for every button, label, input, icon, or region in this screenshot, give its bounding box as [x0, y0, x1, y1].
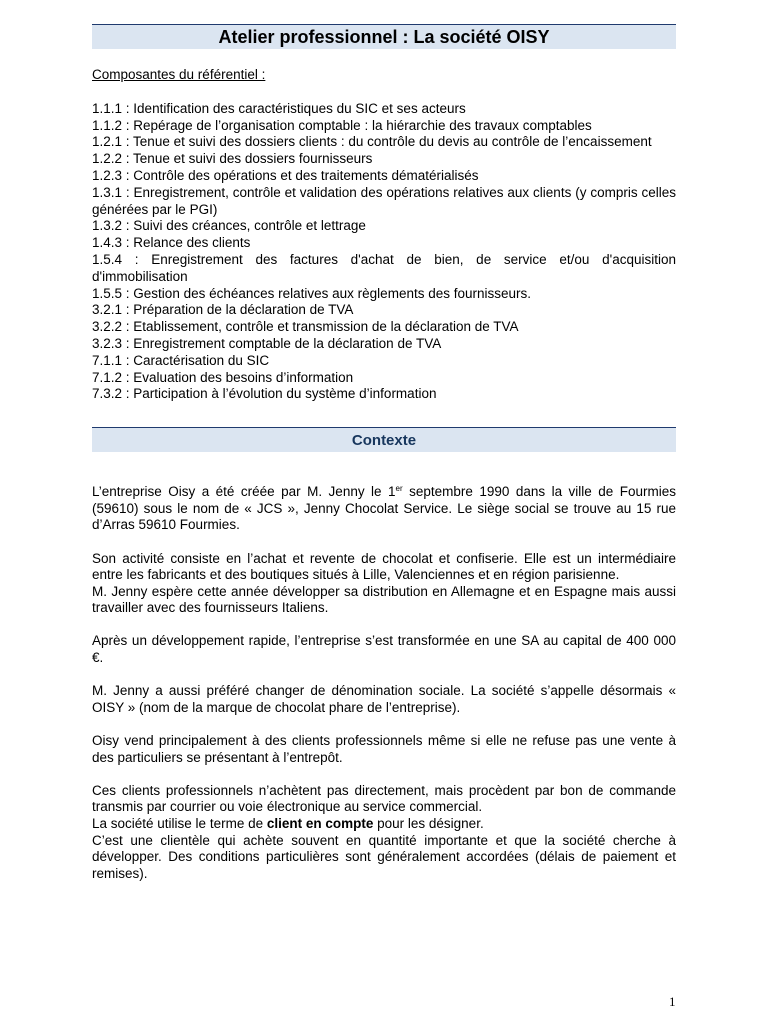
item-code: 1.5.4 — [92, 251, 123, 267]
bold-term: client en compte — [266, 816, 374, 832]
contexte-paragraph-4: M. Jenny a aussi préféré changer de dénomination sociale. La société s’appelle désormais « OISY » (nom de la marque de chocolat phare de l’entreprise). — [92, 683, 676, 715]
list-item: 1.2.1 : Tenue et suivi des dossiers clients : du contrôle du devis au contrôle de l’encaissement — [92, 134, 652, 150]
item-text: Tenue et suivi des dossiers fournisseurs — [133, 151, 373, 167]
item-code: 1.4.3 — [92, 235, 123, 251]
item-text: Préparation de la déclaration de TVA — [133, 302, 354, 318]
item-code: 1.2.1 — [92, 134, 123, 150]
item-text: Relance des clients — [133, 235, 251, 251]
ordinal-superscript: er — [395, 484, 403, 494]
list-item: 1.5.4 : Enregistrement des factures d'achat de bien, de service et/ou d'acquisition d'immobilisation — [92, 251, 676, 284]
item-code: 7.1.1 — [92, 352, 123, 368]
referentiel-list — [92, 101, 676, 403]
list-item: 1.5.5 : Gestion des échéances relatives aux règlements des fournisseurs. — [92, 285, 532, 301]
list-item: 7.1.2 : Evaluation des besoins d’information — [92, 369, 354, 385]
item-text: Etablissement, contrôle et transmission de la déclaration de TVA — [133, 319, 519, 335]
list-item: 3.2.2 : Etablissement, contrôle et transmission de la déclaration de TVA — [92, 319, 519, 335]
contexte-paragraph-1 — [92, 484, 676, 534]
item-code: 7.3.2 — [92, 386, 123, 402]
list-item: 1.3.1 : Enregistrement, contrôle et validation des opérations relatives aux clients (y compris celles générées par le PGI) — [92, 184, 676, 217]
item-code: 3.2.2 — [92, 319, 123, 335]
paragraph-line: Son activité consiste en l’achat et revente de chocolat et confiserie. Elle est un intermédiaire entre les fabricants et des boutiques situés à Lille, Valenciennes et en région parisienne. — [92, 550, 676, 583]
list-item: 7.3.2 : Participation à l’évolution du système d’information — [92, 386, 437, 402]
item-text: Suivi des créances, contrôle et lettrage — [133, 218, 366, 234]
page-number: 1 — [669, 994, 676, 1009]
item-text: Identification des caractéristiques du SIC et ses acteurs — [133, 100, 466, 116]
paragraph-text: L’entreprise Oisy a été créée par M. Jenny le 1 — [92, 484, 396, 500]
paragraph-text: pour les désigner. — [373, 816, 484, 832]
referentiel-heading: Composantes du référentiel : — [92, 67, 266, 82]
page-title: Atelier professionnel : La société OISY — [92, 24, 676, 49]
paragraph-line: M. Jenny espère cette année développer sa distribution en Allemagne et en Espagne mais aussi travailler avec des fournisseurs Italiens. — [92, 583, 676, 616]
item-text: Enregistrement comptable de la déclaration de TVA — [133, 335, 442, 351]
paragraph-line: Ces clients professionnels n’achètent pas directement, mais procèdent par bon de commande transmis par courrier ou voie électronique au service commercial. — [92, 782, 676, 815]
list-item: 1.2.2 : Tenue et suivi des dossiers fournisseurs — [92, 151, 373, 167]
item-text: Participation à l’évolution du système d’information — [133, 386, 437, 402]
item-text: Contrôle des opérations et des traitements dématérialisés — [133, 167, 479, 183]
item-text: Enregistrement des factures d'achat de bien, de service et/ou d'acquisition d'immobilisation — [92, 251, 676, 284]
item-code: 1.5.5 — [92, 285, 123, 301]
list-item: 3.2.1 : Préparation de la déclaration de TVA — [92, 302, 354, 318]
item-text: Repérage de l’organisation comptable : la hiérarchie des travaux comptables — [133, 117, 592, 133]
list-item: 1.2.3 : Contrôle des opérations et des traitements dématérialisés — [92, 167, 479, 183]
item-code: 3.2.1 — [92, 302, 123, 318]
list-item: 1.1.1 : Identification des caractéristiques du SIC et ses acteurs — [92, 100, 466, 116]
list-item: 1.4.3 : Relance des clients — [92, 235, 251, 251]
paragraph-line: C’est une clientèle qui achète souvent en quantité importante et que la société cherche à développer. Des conditions particulières sont généralement accordées (délais de paiement et remises). — [92, 832, 676, 881]
paragraph-text: La société utilise le terme de — [92, 816, 267, 832]
document-page — [92, 24, 676, 899]
list-item: 1.1.2 : Repérage de l’organisation comptable : la hiérarchie des travaux comptables — [92, 117, 592, 133]
contexte-body — [92, 484, 676, 882]
item-text: Tenue et suivi des dossiers clients : du contrôle du devis au contrôle de l’encaissement — [133, 134, 652, 150]
item-code: 1.2.3 — [92, 167, 123, 183]
item-code: 3.2.3 — [92, 335, 123, 351]
item-code: 1.1.1 — [92, 100, 123, 116]
item-text: Evaluation des besoins d’information — [133, 369, 354, 385]
item-text: Caractérisation du SIC — [133, 352, 270, 368]
list-item: 7.1.1 : Caractérisation du SIC — [92, 352, 270, 368]
item-text: Enregistrement, contrôle et validation des opérations relatives aux clients (y compris celles générées par le PGI) — [92, 184, 676, 217]
item-text: Gestion des échéances relatives aux règlements des fournisseurs. — [133, 285, 532, 301]
item-code: 1.2.2 — [92, 151, 123, 167]
contexte-heading: Contexte — [92, 427, 676, 452]
list-item: 3.2.3 : Enregistrement comptable de la déclaration de TVA — [92, 335, 442, 351]
paragraph-text: septembre 1990 dans la ville de Fourmies (59610) sous le nom de « JCS », Jenny Chocolat Service. Le siège social se trouve au 15 rue d’Arras 59610 Fourmies. — [92, 484, 676, 533]
item-code: 7.1.2 — [92, 369, 123, 385]
contexte-paragraph-5: Oisy vend principalement à des clients professionnels même si elle ne refuse pas une vente à des particuliers se présentant à l’entrepôt. — [92, 733, 676, 765]
list-item: 1.3.2 : Suivi des créances, contrôle et lettrage — [92, 218, 366, 234]
item-code: 1.3.1 — [92, 184, 123, 200]
item-code: 1.3.2 — [92, 218, 123, 234]
paragraph-line — [92, 816, 676, 833]
contexte-paragraph-3: Après un développement rapide, l’entreprise s’est transformée en une SA au capital de 400 000 €. — [92, 633, 676, 666]
item-code: 1.1.2 — [92, 117, 123, 133]
contexte-paragraph-6 — [92, 783, 676, 883]
contexte-paragraph-2 — [92, 551, 676, 617]
